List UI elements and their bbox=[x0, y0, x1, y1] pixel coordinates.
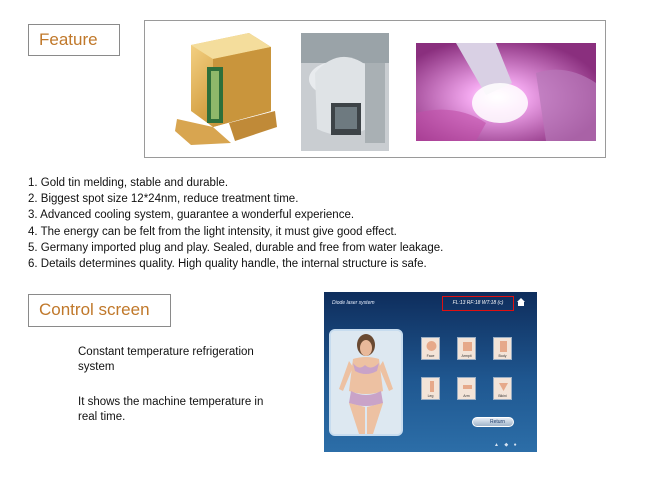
feature-item: 1. Gold tin melding, stable and durable. bbox=[28, 177, 229, 189]
feature-item: 6. Details determines quality. High quality handle, the internal structure is safe. bbox=[28, 258, 427, 271]
control-screen-image bbox=[324, 292, 537, 452]
temperature-readout: FL:13 RF:18 WT:18 (c) bbox=[442, 296, 514, 311]
feature-heading: Feature bbox=[28, 24, 120, 56]
handpiece-photo bbox=[301, 33, 389, 151]
return-button[interactable] bbox=[472, 417, 514, 427]
laser-module-photo bbox=[171, 27, 279, 149]
area-button-leg[interactable]: Leg bbox=[421, 377, 440, 400]
feature-item: 5. Germany imported plug and play. Sealed, durable and free from water leakage. bbox=[28, 241, 444, 254]
area-button-face[interactable]: Face bbox=[421, 337, 440, 360]
feature-item: 4. The energy can be felt from the light intensity, it must give good effect. bbox=[28, 225, 397, 238]
area-button-armpit[interactable]: Armpit bbox=[457, 337, 476, 360]
feature-item: 3. Advanced cooling system, guarantee a wonderful experience. bbox=[28, 209, 355, 222]
screen-title: Diode laser system bbox=[332, 300, 375, 306]
body-model-photo bbox=[329, 329, 403, 436]
feature-item: 2. Biggest spot size 12*24nm, reduce treatment time. bbox=[28, 193, 299, 206]
area-button-body[interactable]: Body bbox=[493, 337, 512, 360]
treatment-photo bbox=[416, 43, 596, 141]
temperature-note: It shows the machine temperature in real time. bbox=[78, 396, 264, 423]
control-screen-heading: Control screen bbox=[28, 294, 171, 327]
product-photo-strip bbox=[144, 20, 606, 158]
cooling-note: Constant temperature refrigeration system bbox=[78, 346, 254, 373]
feature-list bbox=[28, 175, 443, 272]
area-button-arm[interactable]: Arm bbox=[457, 377, 476, 400]
return-label: Return bbox=[489, 419, 505, 425]
status-icons: ▲ ◆ ● bbox=[494, 442, 519, 448]
home-icon bbox=[517, 298, 525, 306]
area-button-bikini[interactable]: Bikini bbox=[493, 377, 512, 400]
